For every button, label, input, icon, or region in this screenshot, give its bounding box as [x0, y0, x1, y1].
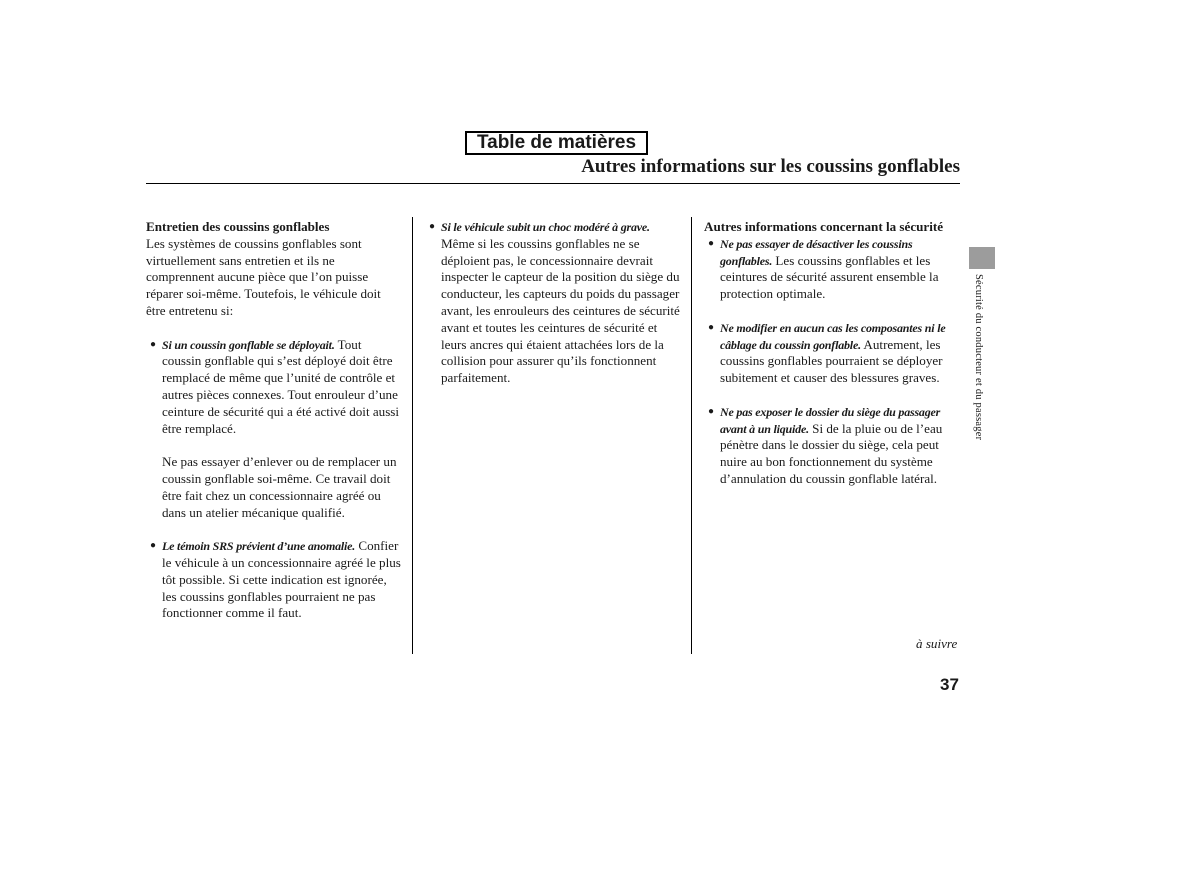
section-heading-safety: Autres informations concernant la sécurité: [704, 219, 944, 234]
table-of-contents-button[interactable]: Table de matières: [465, 131, 648, 155]
list-item: [425, 219, 681, 387]
column-1: [146, 219, 402, 622]
continued-label: à suivre: [916, 636, 958, 651]
header-rule: [146, 183, 960, 184]
list-item: [704, 320, 962, 387]
item-emphasis: Ne pas essayer de désactiver les coussins gonflables.: [720, 236, 913, 268]
list-item: [704, 404, 962, 488]
item-text: Confier le véhicule à un concessionnaire agréé le plus tôt possible. Si cette indication est ignorée, les coussins gonflables pourraient ne pas fonctionner comme il faut.: [162, 538, 401, 621]
item-emphasis: Le témoin SRS prévient d’une anomalie.: [162, 539, 356, 554]
item-emphasis: Si un coussin gonflable se déployait.: [162, 337, 335, 352]
bullet-icon: ●: [150, 338, 157, 350]
bullet-icon: ●: [708, 237, 715, 249]
column-divider: [691, 217, 692, 654]
item-text: Les coussins gonflables et les ceintures de sécurité assurent ensemble la protection optimale.: [720, 252, 939, 302]
bullet-icon: ●: [429, 221, 436, 232]
bullet-icon: ●: [150, 540, 157, 552]
maintenance-intro: Les systèmes de coussins gonflables sont virtuellement sans entretien et ils ne comprennent aucune pièce que l’on puisse réparer soi-même. Toutefois, le véhicule doit être entretenu si:: [146, 235, 381, 318]
list-item: [704, 236, 962, 303]
item-extra-text: Ne pas essayer d’enlever ou de remplacer un coussin gonflable soi-même. Ce travail doit être fait chez un concessionnaire agréé ou dans un atelier mécanique qualifié.: [162, 454, 397, 520]
section-tab-marker: [969, 247, 995, 269]
column-2: [425, 219, 681, 387]
item-text: Si de la pluie ou de l’eau pénètre dans le dossier du siège, cela peut nuire au bon fonctionnement du système d’annulation du coussin gonflable latéral.: [720, 420, 943, 486]
column-3: [704, 219, 962, 488]
item-text: Même si les coussins gonflables ne se déploient pas, le concessionnaire devrait inspecter le capteur de la position du siège du conducteur, les capteurs du poids du passager avant, les enrouleurs des ceintures de sécurité avant et toutes les ceintures de sécurité et leurs ancres qui étaient attachées lors de la collision pour assurer qu’ils fonctionnent parfaitement.: [441, 235, 680, 386]
item-emphasis: Si le véhicule subit un choc modéré à grave.: [441, 220, 650, 234]
section-side-label: Sécurité du conducteur et du passager: [973, 274, 984, 441]
page-number: 37: [940, 675, 959, 694]
list-item: [146, 538, 402, 622]
item-text: Tout coussin gonflable qui s’est déployé doit être remplacé de même que l’unité de contrôle et autres pièces connexes. Tout enrouleur d’une ceinture de sécurité qui a été activé doit aussi être remplacé.: [162, 336, 400, 436]
bullet-icon: ●: [708, 321, 715, 333]
column-divider: [412, 217, 413, 654]
page-title: Autres informations sur les coussins gonflables: [581, 156, 960, 177]
list-item: [146, 337, 402, 522]
section-heading-maintenance: Entretien des coussins gonflables: [146, 219, 330, 234]
item-text: Autrement, les coussins gonflables pourraient se déployer subitement et causer des blessures graves.: [720, 336, 943, 386]
item-emphasis: Ne modifier en aucun cas les composantes ni le câblage du coussin gonflable.: [720, 320, 946, 352]
bullet-icon: ●: [708, 405, 715, 417]
item-emphasis: Ne pas exposer le dossier du siège du passager avant à un liquide.: [720, 404, 941, 436]
